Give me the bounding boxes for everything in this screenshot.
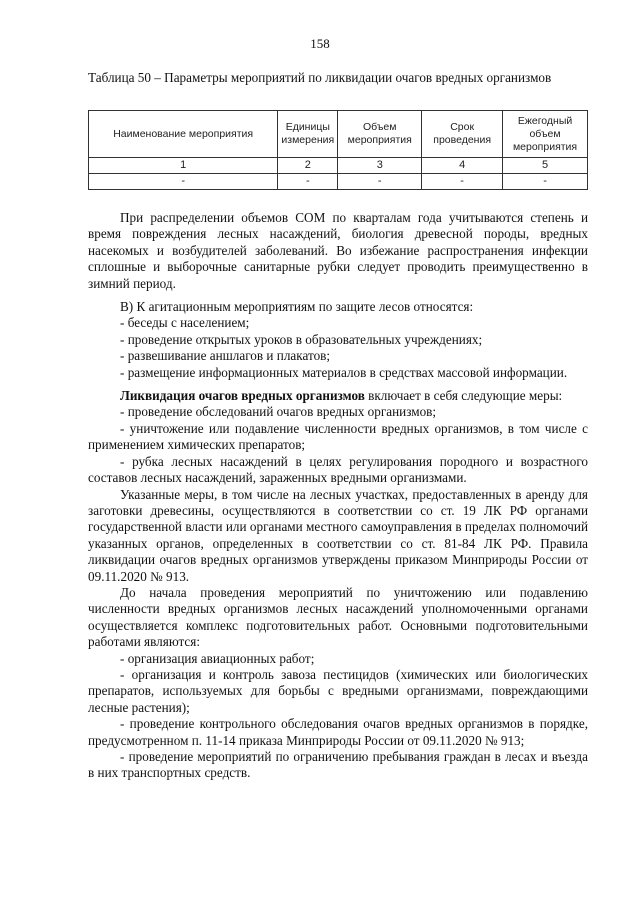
parameters-table <box>88 110 588 190</box>
table-header-cell: Ежегодный объем мероприятия <box>503 111 588 158</box>
list-item: - организация и контроль завоза пестицидов (химических или биологических препаратов, используемых для борьбы с вредными организмами, повреждающими лесные растения); <box>88 666 588 715</box>
table-cell: - <box>89 174 278 190</box>
page-number: 158 <box>310 36 330 51</box>
list-item: - размещение информационных материалов в средствах массовой информации. <box>120 364 568 380</box>
paragraph: Указанные меры, в том числе на лесных участках, предоставленных в аренду для заготовки древесины, осуществляются в соответствии со ст. 19 ЛК РФ органами государственной власти или органами местного самоуправления в пределах полномочий указанных органов, определенных в соответствии со ст. 81-84 ЛК РФ. Правила ликвидации очагов вредных организмов утверждены приказом Минприроды России от 09.11.2020 № 913. <box>88 486 588 584</box>
list-item: - проведение контрольного обследования очагов вредных организмов в порядке, предусмотренном п. 11-14 приказа Минприроды России от 09.11.2020 № 913; <box>88 716 588 748</box>
paragraph: До начала проведения мероприятий по уничтожению или подавлению численности вредных организмов лесных насаждений уполномоченными органами осуществляется комплекс подготовительных работ. Основными подготовительными работами являются: <box>88 584 588 650</box>
table-header-row <box>89 111 588 158</box>
table-header-cell: Срок проведения <box>422 111 503 158</box>
list-item: - уничтожение или подавление численности вредных организмов, в том числе с применением химических препаратов; <box>88 420 588 453</box>
list-item: - рубка лесных насаждений в целях регулирования породного и возрастного составов лесных насаждений, зараженных вредными организмами. <box>88 453 588 486</box>
table-row <box>89 174 588 190</box>
body-text <box>88 210 588 782</box>
list-item: - организация авиационных работ; <box>120 650 315 666</box>
list-item: - развешивание аншлагов и плакатов; <box>120 348 331 364</box>
bold-term: Ликвидация очагов вредных организмов <box>120 388 365 404</box>
table-header-cell: Наименование мероприятия <box>89 111 278 158</box>
table-cell: 4 <box>422 158 503 174</box>
table-caption: Таблица 50 – Параметры мероприятий по ликвидации очагов вредных организмов <box>88 70 552 85</box>
table-header-cell: Единицы измерения <box>278 111 338 158</box>
table-cell: 3 <box>338 158 422 174</box>
list-item: - проведение открытых уроков в образовательных учреждениях; <box>120 331 483 347</box>
table-cell: - <box>338 174 422 190</box>
table-cell: 5 <box>503 158 588 174</box>
paragraph: В) К агитационным мероприятиям по защите лесов относятся: <box>120 299 474 315</box>
paragraph: При распределении объемов СОМ по кварталам года учитываются степень и время повреждения лесных насаждений, биология древесной породы, вредных насекомых и возбудителей заболеваний. Во избежание распространения инфекции сплошные и выборочные санитарные рубки следует проводить преимущественно в зимний период. <box>88 210 588 291</box>
paragraph <box>88 388 588 404</box>
paragraph-text: включает в себя следующие меры: <box>364 388 563 404</box>
table-cell: 1 <box>89 158 278 174</box>
list-item: - проведение мероприятий по ограничению пребывания граждан в лесах и въезда в них транспортных средств. <box>88 749 588 781</box>
list-item: - беседы с населением; <box>120 315 250 331</box>
table-cell: - <box>278 174 338 190</box>
table-row <box>89 158 588 174</box>
table-cell: 2 <box>278 158 338 174</box>
table-header-cell: Объем мероприятия <box>338 111 422 158</box>
table-cell: - <box>422 174 503 190</box>
table-cell: - <box>503 174 588 190</box>
list-item: - проведение обследований очагов вредных организмов; <box>120 404 437 420</box>
